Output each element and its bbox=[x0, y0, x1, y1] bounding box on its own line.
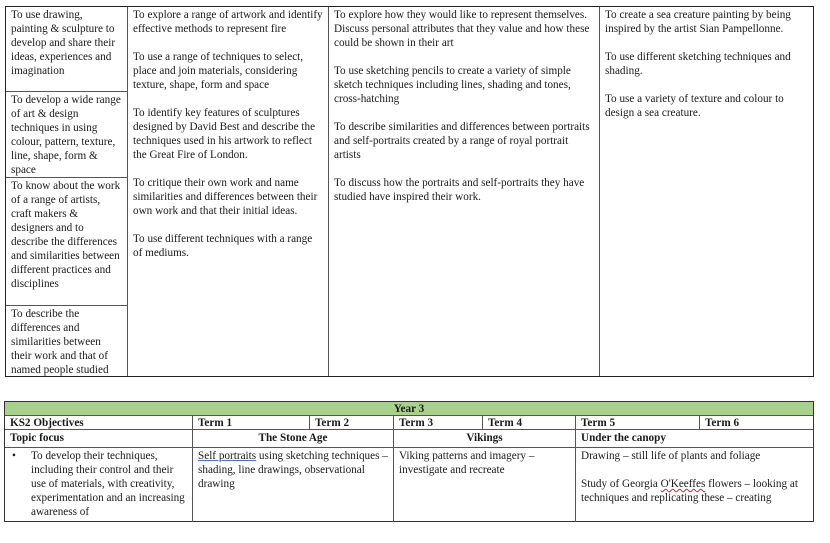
objective-list-item bbox=[10, 449, 187, 519]
objective-paragraph: To use a range of techniques to select, place and join materials, considering texture, shape, form and space bbox=[133, 51, 304, 91]
objective-list bbox=[10, 449, 187, 519]
objective-paragraph: To explore how they would like to represent themselves. Discuss personal attributes that they value and how these could be shown in their art bbox=[334, 9, 590, 49]
term-header: Term 3 bbox=[394, 416, 483, 429]
stone-age-content bbox=[193, 448, 394, 522]
term-column-sea-creature bbox=[600, 7, 813, 376]
term-header: Term 6 bbox=[705, 417, 740, 429]
content-text: using sketching techniques – shading, line drawings, observational drawing bbox=[198, 450, 388, 490]
spellcheck-flagged-text: Self portraits bbox=[198, 450, 257, 462]
objective-paragraph: To critique their own work and name similarities and differences between their own work and that their initial ideas. bbox=[133, 177, 318, 217]
objective-paragraph: To identify key features of sculptures designed by David Best and describe the techniques used in his artwork to reflect the Great Fire of London. bbox=[133, 107, 316, 161]
term-column-portraits bbox=[329, 7, 600, 376]
canopy-content bbox=[576, 448, 813, 522]
terms-header-row bbox=[5, 416, 813, 430]
objective-paragraph: To discuss how the portraits and self-portraits they have studied have inspired their work. bbox=[334, 177, 585, 203]
objective-paragraph: To use different techniques with a range of mediums. bbox=[133, 233, 313, 259]
topic-focus-label: Topic focus bbox=[5, 430, 193, 447]
term-header: Term 4 bbox=[483, 416, 576, 429]
content-text: Study of Georgia bbox=[581, 478, 661, 490]
content-text: Viking patterns and imagery – investigate and recreate bbox=[399, 450, 535, 476]
ks2-objective-cell bbox=[5, 448, 193, 522]
topic-stone-age: The Stone Age bbox=[193, 430, 394, 447]
objective-text: To develop their techniques, including their control and their use of materials, with creativity, experimentation and an increasing awareness of bbox=[31, 450, 185, 518]
objective-cell: To develop a wide range of art & design techniques in using colour, pattern, texture, line, shape, form & space bbox=[6, 92, 127, 178]
content-row bbox=[5, 448, 813, 522]
year-header-row bbox=[5, 402, 813, 416]
objective-cell: To use drawing, painting & sculpture to develop and share their ideas, experiences and imagination bbox=[6, 7, 127, 92]
content-paragraph bbox=[581, 477, 808, 505]
topic-vikings: Vikings bbox=[394, 430, 576, 447]
content-text: flowers – looking at techniques and replicating these – creating bbox=[581, 478, 798, 504]
year3-table bbox=[4, 401, 814, 522]
objective-paragraph: To use different sketching techniques and shading. bbox=[605, 51, 791, 77]
topic-under-the-canopy: Under the canopy bbox=[581, 432, 666, 444]
objective-paragraph: To describe similarities and differences between portraits and self-portraits created by a range of royal portrait artists bbox=[334, 121, 590, 161]
objective-paragraph: To explore a range of artwork and identify effective methods to represent fire bbox=[133, 9, 323, 35]
term-column-fire bbox=[128, 7, 329, 376]
objective-paragraph: To use a variety of texture and colour to design a sea creature. bbox=[605, 93, 784, 119]
bullet-icon: • bbox=[12, 450, 16, 462]
objective-paragraph: To create a sea creature painting by being inspired by the artist Sian Pampellonne. bbox=[605, 9, 791, 35]
content-paragraph: Drawing – still life of plants and foliage bbox=[581, 450, 761, 462]
ks2-objectives-header: KS2 Objectives bbox=[5, 416, 193, 429]
objective-cell: To describe the differences and similarities between their work and that of named people studied bbox=[11, 308, 109, 376]
objective-paragraph: To use sketching pencils to create a variety of simple sketch techniques including lines, shading and tones, cross-hatching bbox=[334, 65, 571, 105]
ks1-objectives-column bbox=[6, 7, 128, 376]
vikings-content bbox=[394, 448, 576, 522]
term-header: Term 2 bbox=[310, 416, 394, 429]
year-title: Year 3 bbox=[393, 403, 425, 415]
term-header: Term 1 bbox=[193, 416, 310, 429]
ks1-objectives-table bbox=[5, 6, 814, 377]
objective-cell: To know about the work of a range of artists, craft makers & designers and to describe the differences and similarities between different practices and disciplines bbox=[6, 178, 127, 306]
topic-focus-row bbox=[5, 430, 813, 448]
spellcheck-flagged-text: O'Keeffes bbox=[660, 478, 706, 490]
term-header: Term 5 bbox=[576, 416, 700, 429]
